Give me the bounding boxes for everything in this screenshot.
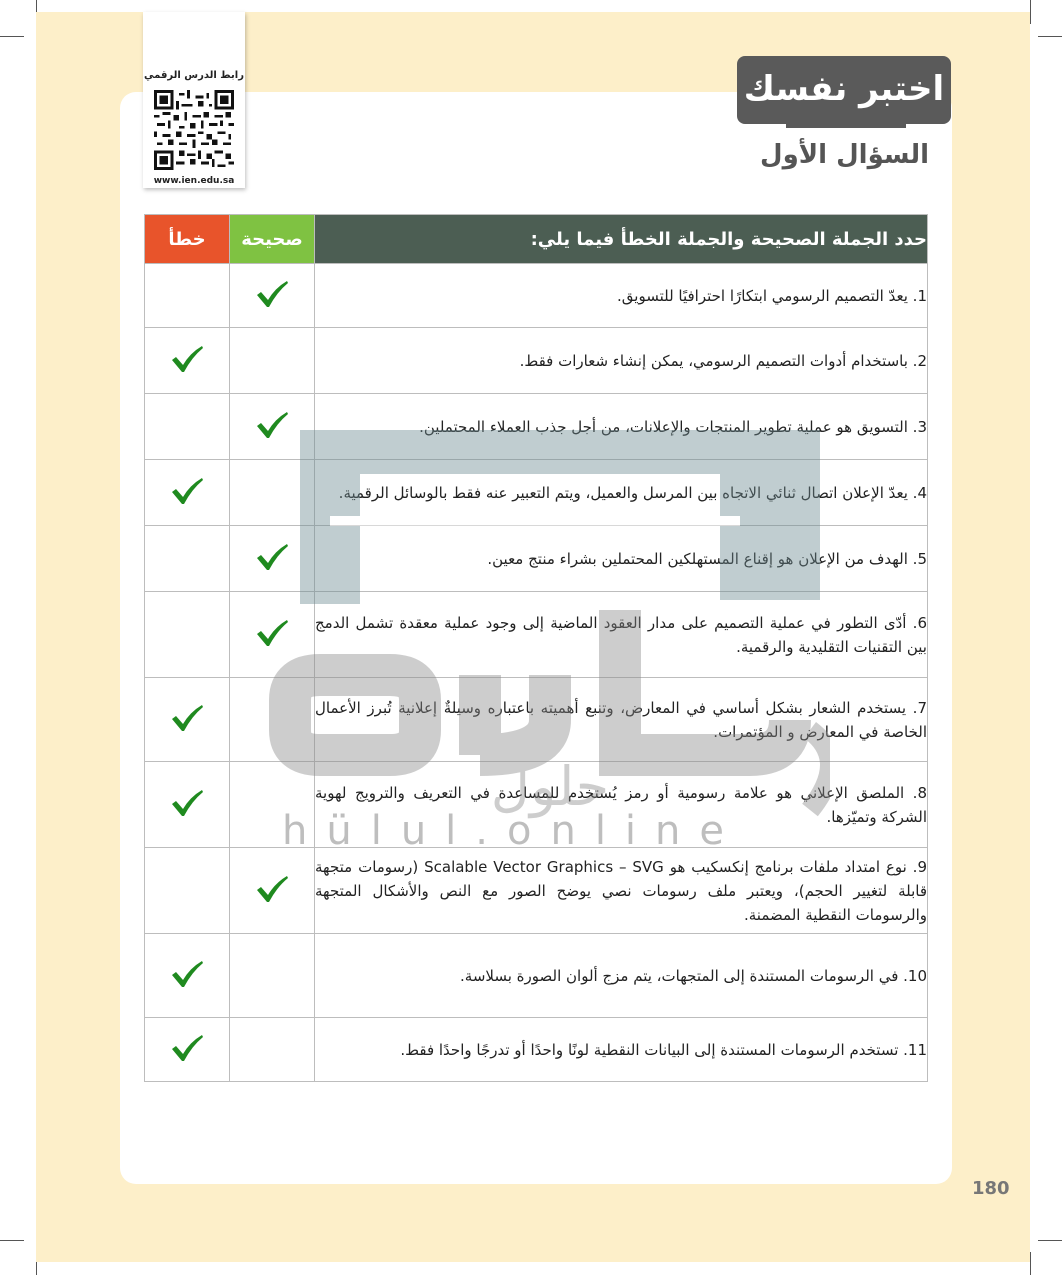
false-cell[interactable] (145, 394, 230, 460)
true-cell[interactable] (230, 848, 315, 934)
false-cell[interactable] (145, 678, 230, 762)
statement-cell: 10. في الرسومات المستندة إلى المتجهات، يتم مزج ألوان الصورة بسلاسة. (315, 934, 928, 1018)
checkmark-icon (170, 788, 204, 818)
checkmark-icon (170, 703, 204, 733)
test-yourself-badge (737, 56, 951, 124)
true-cell[interactable] (230, 394, 315, 460)
table-header-row (145, 215, 928, 264)
crop-mark (1038, 1240, 1062, 1241)
statement-cell: 6. أدّى التطور في عملية التصميم على مدار العقود الماضية إلى وجود عملية معقدة تشمل الدمج بين التقنيات التقليدية والرقمية. (315, 592, 928, 678)
true-cell[interactable] (230, 592, 315, 678)
true-cell[interactable] (230, 678, 315, 762)
table-row (145, 264, 928, 328)
false-cell[interactable] (145, 460, 230, 526)
true-false-table (144, 214, 928, 1082)
checkmark-icon (170, 344, 204, 374)
statement-cell: 7. يستخدم الشعار بشكل أساسي في المعارض، وتنبع أهميته باعتباره وسيلةٌ إعلانية تُبرز الأعمال الخاصة في المعارض و المؤتمرات. (315, 678, 928, 762)
badge-title: اختبر نفسك (743, 69, 945, 109)
table-row (145, 1018, 928, 1082)
page-number: 180 (972, 1178, 1010, 1199)
table-row (145, 526, 928, 592)
false-cell[interactable] (145, 328, 230, 394)
statement-cell: 1. يعدّ التصميم الرسومي ابتكارًا احترافيًا للتسويق. (315, 264, 928, 328)
table-row (145, 848, 928, 934)
true-cell[interactable] (230, 934, 315, 1018)
checkmark-icon (255, 542, 289, 572)
true-cell[interactable] (230, 264, 315, 328)
header-statement: حدد الجملة الصحيحة والجملة الخطأ فيما يلي: (315, 215, 928, 264)
statement-cell: 4. يعدّ الإعلان اتصال ثنائي الاتجاه بين المرسل والعميل، ويتم التعبير عنه فقط بالوسائل الرقمية. (315, 460, 928, 526)
table-row (145, 394, 928, 460)
true-cell[interactable] (230, 526, 315, 592)
checkmark-icon (255, 874, 289, 904)
table-row (145, 678, 928, 762)
checkmark-icon (170, 1033, 204, 1063)
false-cell[interactable] (145, 934, 230, 1018)
table-row (145, 460, 928, 526)
true-cell[interactable] (230, 460, 315, 526)
true-cell[interactable] (230, 1018, 315, 1082)
checkmark-icon (255, 410, 289, 440)
crop-mark (1030, 0, 1031, 24)
false-cell[interactable] (145, 592, 230, 678)
crop-mark (0, 36, 24, 37)
table-row (145, 592, 928, 678)
false-cell[interactable] (145, 526, 230, 592)
statement-cell: 8. الملصق الإعلاني هو علامة رسومية أو رمز يُستخدم للمساعدة في التعريف والترويج لهوية الشركة وتميّزها. (315, 762, 928, 848)
watermark-latin-text: hülul.online (282, 808, 744, 854)
statement-cell: 5. الهدف من الإعلان هو إقناع المستهلكين المحتملين بشراء منتج معين. (315, 526, 928, 592)
qr-code-icon[interactable] (154, 90, 234, 170)
crop-mark (1038, 36, 1062, 37)
qr-title: رابط الدرس الرقمي (144, 70, 244, 81)
checkmark-icon (255, 279, 289, 309)
statement-cell: 2. باستخدام أدوات التصميم الرسومي، يمكن إنشاء شعارات فقط. (315, 328, 928, 394)
false-cell[interactable] (145, 264, 230, 328)
true-cell[interactable] (230, 328, 315, 394)
false-cell[interactable] (145, 762, 230, 848)
watermark-arabic-text: حلول (490, 755, 610, 818)
statement-cell: 3. التسويق هو عملية تطوير المنتجات والإعلانات، من أجل جذب العملاء المحتملين. (315, 394, 928, 460)
header-false: خطأ (145, 215, 230, 264)
question-title: السؤال الأول (760, 140, 929, 170)
checkmark-icon (170, 959, 204, 989)
qr-url[interactable]: www.ien.edu.sa (153, 176, 235, 186)
table-row (145, 934, 928, 1018)
header-true: صحيحة (230, 215, 315, 264)
false-cell[interactable] (145, 848, 230, 934)
checkmark-icon (170, 476, 204, 506)
table-row (145, 328, 928, 394)
statement-cell: 11. تستخدم الرسومات المستندة إلى البيانات النقطية لونًا واحدًا أو تدرجًا واحدًا فقط. (315, 1018, 928, 1082)
digital-lesson-qr-panel[interactable] (143, 12, 245, 188)
crop-mark (0, 1240, 24, 1241)
crop-mark (1030, 1252, 1031, 1275)
false-cell[interactable] (145, 1018, 230, 1082)
checkmark-icon (255, 618, 289, 648)
statement-cell: 9. نوع امتداد ملفات برنامج إنكسكيب هو Scalable Vector Graphics – SVG (رسومات متجهة قابلة لتغيير الحجم)، ويعتبر ملف رسومات نصي يوضح الصور مع النص والأشكال المتجهة والرسومات النقطية المضمنة. (315, 848, 928, 934)
